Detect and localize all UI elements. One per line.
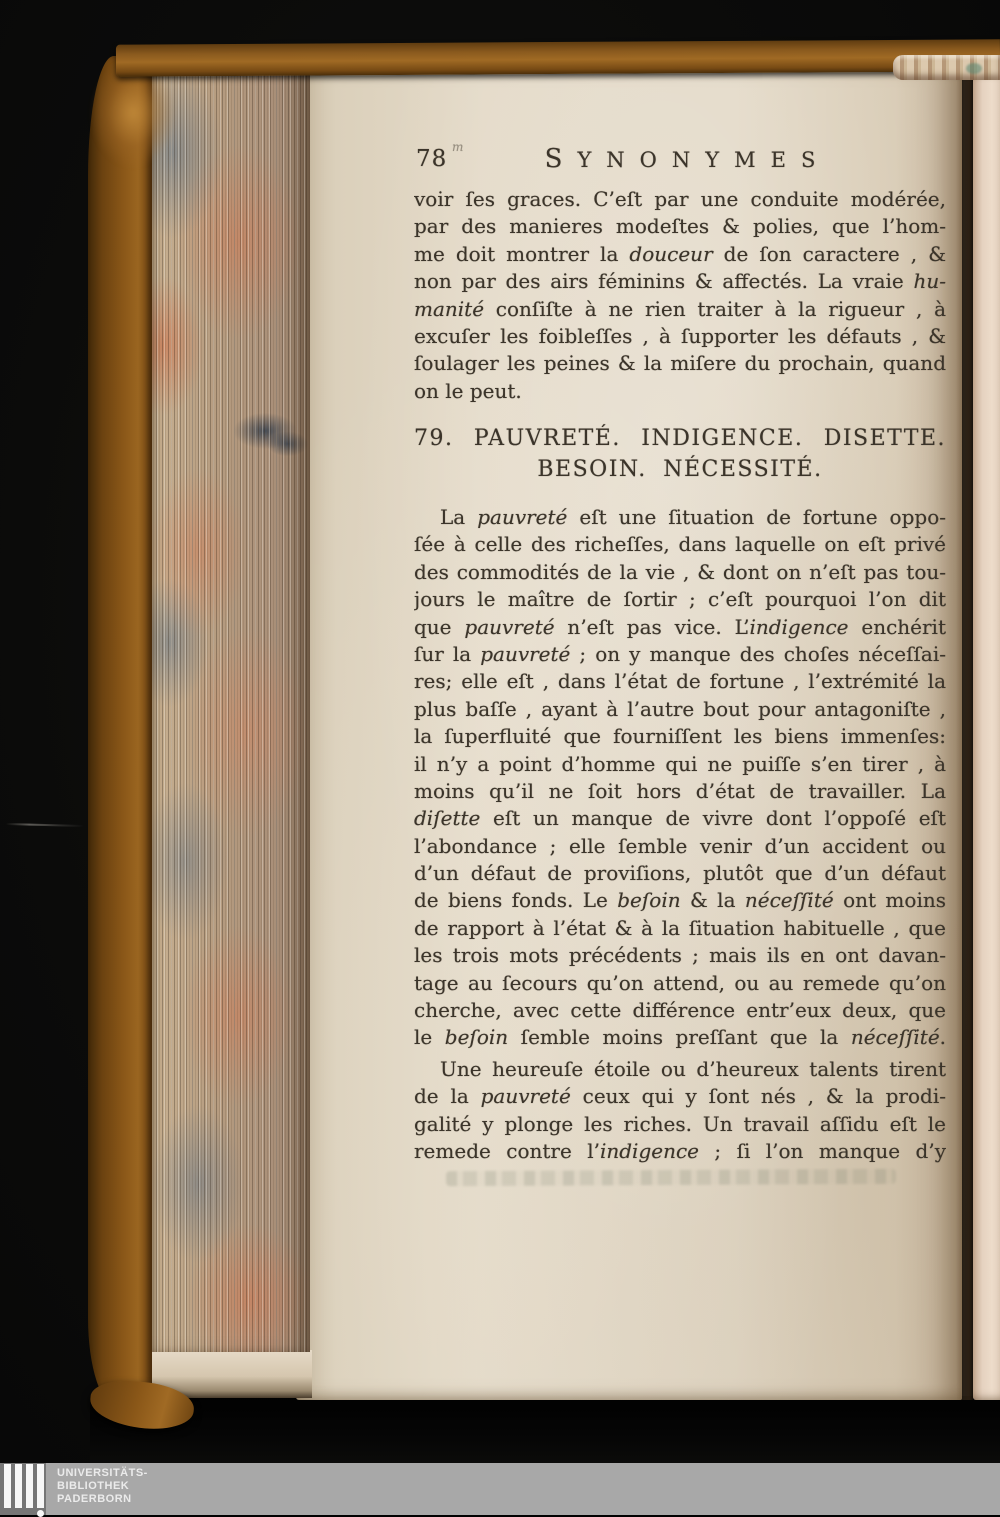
- logo-bar: [26, 1464, 33, 1508]
- page-header: [414, 140, 946, 180]
- paragraph-2: La pauvreté eſt une ſituation de fortune oppo- ſée à celle des richeſſes, dans laquelle on eſt privé des commodités de la vie , & dont on n’eſt pas tou- jours le maître de ſortir ; c’eſt pourquoi l’on dit que pauvreté n’eſt pas vice. L’indigence enchérit ſur la pauvreté ; on y manque des choſes néceſſai- res; elle eſt , dans l’état de fortune , l’extrémité la plus baſſe , ayant à l’autre bout pour antagoniſte , la ſuperfluité que fourniſſent les biens immenſes: il n’y a point d’homme qui ne puiſſe s’en tirer , à moins qu’il ne ſoit hors d’état de travailler. La diſette eſt un manque de vivre dont l’oppoſé eſt l’abondance ; elle ſemble venir d’un accident ou d’un défaut de proviſions, plutôt que d’un défaut de biens fonds. Le beſoin & la néceſſité ont moins de rapport à l’état & à la ſituation habituelle , que les trois mots précédents ; mais ils en ont davan- tage au ſecours qu’on attend, ou au remede qu’on cherche, avec cette différence entr’eux deux, que le beſoin ſemble moins preſſant que la néceſſité.: [414, 505, 946, 1050]
- section-heading-line-1: 79. PAUVRETÉ. INDIGENCE. DISETTE.: [414, 426, 946, 451]
- page-number-mark: m: [452, 140, 464, 154]
- library-name-line: BIBLIOTHEK: [57, 1480, 130, 1492]
- logo-bar: [37, 1464, 44, 1508]
- bleedthrough-text: [446, 1169, 896, 1186]
- logo-bar: [4, 1464, 11, 1508]
- facing-page-sliver: [973, 72, 1000, 1400]
- section-heading-line-2: BESOIN. NÉCESSITÉ.: [537, 457, 823, 482]
- paragraph-3: Une heureuſe étoile ou d’heureux talents tirent de la pauvreté ceux qui y ſont nés , & la prodi- galité y plonge les riches. Un travail aſſidu eſt le remede contre l’indigence ; ſi l’on manque d’y: [414, 1057, 946, 1164]
- library-name: [57, 1467, 148, 1506]
- library-name-line: UNIVERSITÄTS-: [57, 1467, 148, 1479]
- page-number: 78: [416, 146, 448, 172]
- book-bottom-shadow: [90, 1396, 1000, 1464]
- logo-dot: [37, 1510, 44, 1517]
- page-fore-edges: [150, 62, 310, 1352]
- watermark-band: [0, 1463, 1000, 1515]
- library-logo-icon: [0, 1463, 46, 1515]
- scan-scratch: [6, 823, 84, 827]
- leather-cover-edge: [88, 56, 152, 1408]
- headband: [893, 55, 1000, 80]
- library-name-line: PADERBORN: [57, 1493, 132, 1505]
- paragraph-1: voir ſes graces. C’eſt par une conduite modérée, par des manieres modeſtes & polies, que l’hom- me doit montrer la douceur de ſon caractere , & non par des airs féminins & affectés. La vraie hu- manité conſiſte à ne rien traiter à la rigueur , à excuſer les foibleſſes , à ſupporter les défauts , & ſoulager les peines & la miſere du prochain, quand on le peut.: [414, 187, 946, 403]
- logo-bar: [15, 1464, 22, 1508]
- book-page: [296, 66, 962, 1400]
- section-heading: [414, 423, 946, 485]
- running-head: SYNONYMES: [544, 144, 831, 174]
- book-top-edge: [116, 39, 1000, 76]
- gutter-shadow: [956, 66, 973, 1400]
